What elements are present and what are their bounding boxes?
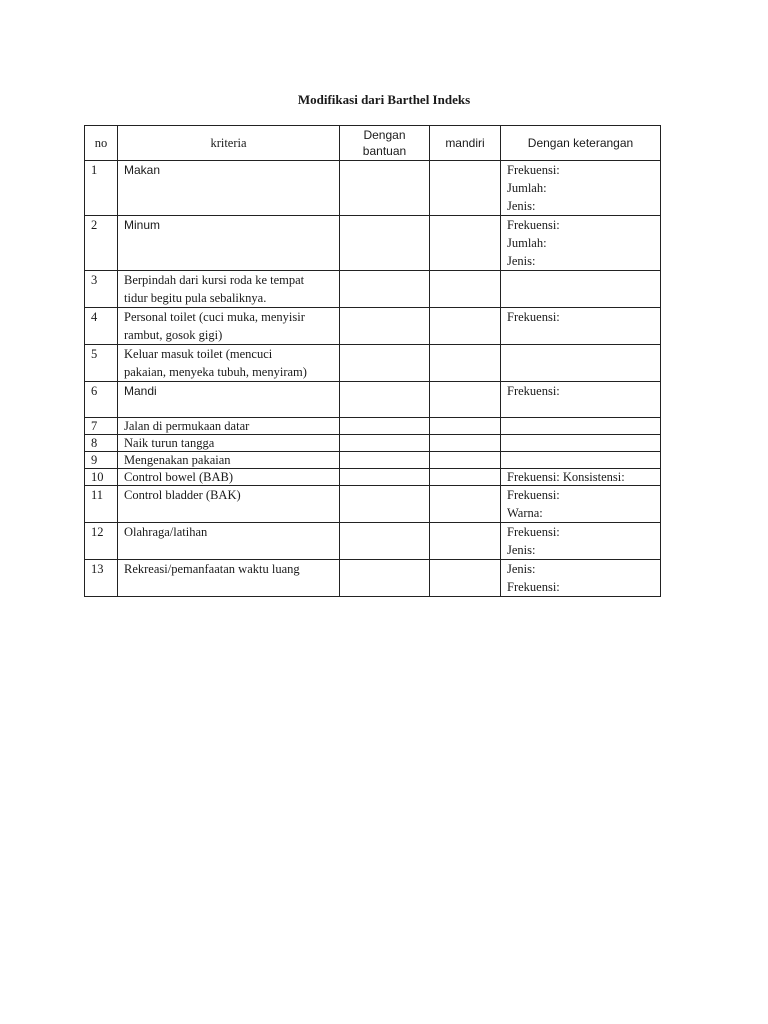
cell-dengan-bantuan [340,271,430,308]
cell-kriteria [118,560,340,597]
cell-no: 8 [85,435,118,452]
keterangan-text: Frekuensi: [507,384,560,398]
header-no: no [85,126,118,161]
keterangan-text: Frekuensi: [507,488,560,502]
cell-keterangan [501,345,661,382]
cell-kriteria [118,382,340,418]
table-row [85,216,661,271]
table-body [85,161,661,597]
kriteria-text: rambut, gosok gigi) [124,328,223,342]
table-row [85,560,661,597]
cell-kriteria [118,523,340,560]
kriteria-text: Personal toilet (cuci muka, menyisir [124,310,305,324]
cell-kriteria [118,161,340,216]
barthel-index-table [84,125,661,597]
keterangan-text: Frekuensi: [507,163,560,177]
cell-dengan-bantuan [340,216,430,271]
table-row [85,382,661,418]
cell-mandiri [430,382,501,418]
table-row [85,271,661,308]
cell-keterangan [501,452,661,469]
cell-keterangan [501,216,661,271]
cell-keterangan [501,418,661,435]
keterangan-text: Jumlah: [507,236,547,250]
cell-no: 5 [85,345,118,382]
cell-mandiri [430,452,501,469]
keterangan-text: Jenis: [507,254,536,268]
kriteria-text: Control bladder (BAK) [124,488,241,502]
cell-no: 12 [85,523,118,560]
kriteria-text: Olahraga/latihan [124,525,208,539]
table-row [85,523,661,560]
cell-no: 7 [85,418,118,435]
cell-dengan-bantuan [340,523,430,560]
cell-kriteria [118,345,340,382]
kriteria-text: Mandi [124,384,157,398]
cell-kriteria [118,469,340,486]
keterangan-text: Frekuensi: [507,218,560,232]
page-title: Modifikasi dari Barthel Indeks [297,92,471,107]
cell-dengan-bantuan [340,469,430,486]
cell-mandiri [430,345,501,382]
cell-mandiri [430,435,501,452]
header-keterangan: Dengan keterangan [501,126,661,161]
cell-no: 2 [85,216,118,271]
keterangan-text: Jenis: [507,562,536,576]
table-row [85,469,661,486]
table-row [85,486,661,523]
cell-keterangan [501,560,661,597]
keterangan-text: Frekuensi: [507,580,560,594]
table-row [85,161,661,216]
cell-keterangan [501,271,661,308]
table-row [85,418,661,435]
cell-keterangan [501,435,661,452]
cell-dengan-bantuan [340,345,430,382]
cell-dengan-bantuan [340,161,430,216]
cell-keterangan [501,486,661,523]
cell-mandiri [430,308,501,345]
cell-no: 3 [85,271,118,308]
keterangan-text: Frekuensi: [507,310,560,324]
cell-mandiri [430,486,501,523]
cell-dengan-bantuan [340,382,430,418]
table-row [85,435,661,452]
keterangan-text: Warna: [507,506,543,520]
kriteria-text: tidur begitu pula sebaliknya. [124,291,267,305]
kriteria-text: Berpindah dari kursi roda ke tempat [124,273,305,287]
cell-kriteria [118,418,340,435]
keterangan-text: Frekuensi: Konsistensi: [507,470,625,484]
kriteria-text: Naik turun tangga [124,436,215,450]
kriteria-text: Control bowel (BAB) [124,470,234,484]
header-dengan-bantuan-line1: Dengan [363,128,406,142]
table-row [85,308,661,345]
cell-mandiri [430,418,501,435]
cell-kriteria [118,435,340,452]
cell-mandiri [430,161,501,216]
cell-dengan-bantuan [340,418,430,435]
cell-no: 6 [85,382,118,418]
cell-dengan-bantuan [340,486,430,523]
cell-mandiri [430,560,501,597]
cell-mandiri [430,271,501,308]
cell-kriteria [118,308,340,345]
cell-dengan-bantuan [340,435,430,452]
kriteria-text: pakaian, menyeka tubuh, menyiram) [124,365,307,379]
cell-dengan-bantuan [340,560,430,597]
kriteria-text: Mengenakan pakaian [124,453,231,467]
cell-no: 4 [85,308,118,345]
cell-keterangan [501,308,661,345]
cell-kriteria [118,216,340,271]
header-kriteria: kriteria [118,126,340,161]
kriteria-text: Minum [124,218,161,232]
table-row [85,452,661,469]
header-mandiri: mandiri [430,126,501,161]
table-header-row [85,126,661,161]
keterangan-text: Frekuensi: [507,525,560,539]
cell-keterangan [501,523,661,560]
keterangan-text: Jenis: [507,199,536,213]
cell-kriteria [118,452,340,469]
cell-no: 10 [85,469,118,486]
cell-kriteria [118,271,340,308]
cell-mandiri [430,216,501,271]
cell-no: 11 [85,486,118,523]
cell-mandiri [430,523,501,560]
cell-mandiri [430,469,501,486]
kriteria-text: Keluar masuk toilet (mencuci [124,347,273,361]
cell-no: 1 [85,161,118,216]
table-row [85,345,661,382]
cell-kriteria [118,486,340,523]
kriteria-text: Jalan di permukaan datar [124,419,250,433]
cell-dengan-bantuan [340,308,430,345]
cell-no: 13 [85,560,118,597]
cell-keterangan [501,382,661,418]
kriteria-text: Makan [124,163,161,177]
cell-keterangan [501,161,661,216]
cell-keterangan [501,469,661,486]
header-dengan-bantuan-line2: bantuan [362,144,407,158]
header-dengan-bantuan [340,126,430,161]
keterangan-text: Jenis: [507,543,536,557]
cell-no: 9 [85,452,118,469]
cell-dengan-bantuan [340,452,430,469]
keterangan-text: Jumlah: [507,181,547,195]
kriteria-text: Rekreasi/pemanfaatan waktu luang [124,562,300,576]
